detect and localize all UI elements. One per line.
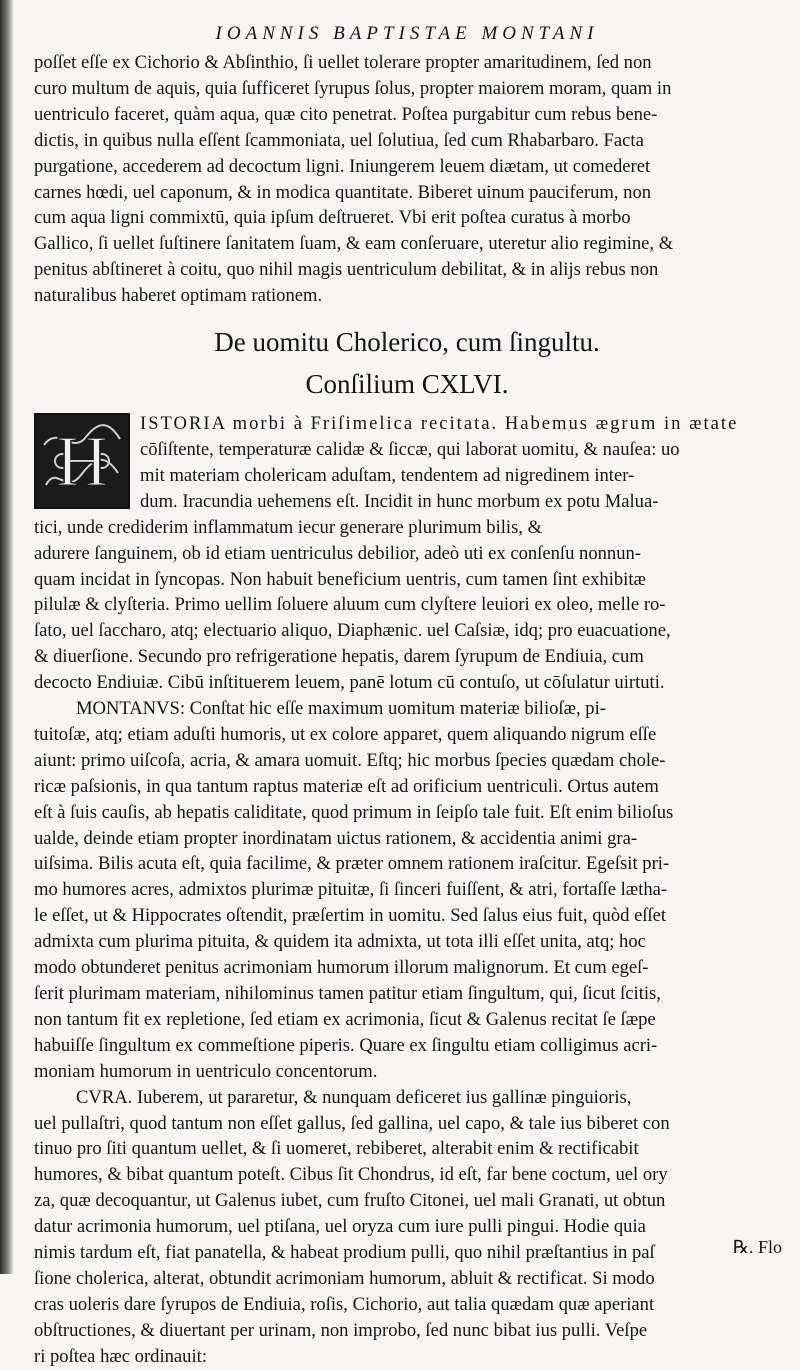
text-line: obſtructiones, & diuertant per urinam, non improbo, ſed nunc bibat ius pulli. Veſpe <box>34 1319 648 1341</box>
text-line: dictis, in quibus nulla eſſent ſcammoniata, uel ſolutiua, ſed cum Rhabarbaro. Facta <box>34 129 644 151</box>
text-line: penitus abſtineret à coitu, quo nihil magis uentriculum debilitat, & in alijs rebus non <box>34 259 659 281</box>
text-line: ISTORIA morbi à Friſimelica recitata. Habemus ægrum in ætate <box>140 413 739 435</box>
text-line: & diuerſione. Secundo pro refrigeratione hepatis, darem ſyrupum de Endiuia, cum <box>34 646 644 668</box>
section-title: De uomitu Cholerico, cum ſingultu. <box>214 327 600 358</box>
text-line: non tantum fit ex repletione, ſed etiam ex acrimonia, ſicut & Galenus recitat ſe ſæpe <box>34 1008 656 1030</box>
text-line: tinuo pro ſiti quantum uellet, & ſi uomeret, rebiberet, alterabit enim & rectificabit <box>34 1138 639 1160</box>
text-line: tuitoſæ, atq; etiam aduſti humoris, ut ex colore apparet, quem aliquando nigrum eſſe <box>34 723 657 745</box>
text-line: ſione cholerica, alterat, obtundit acrimoniam humorum, abluit & rectificat. Si modo <box>34 1267 655 1289</box>
historia-block <box>34 411 780 515</box>
text-line: humores, & bibat quantum poteſt. Cibus ſit Chondrus, id eſt, far bene coctum, uel ory <box>34 1164 668 1186</box>
text-line: CVRA. Iuberem, ut pararetur, & nunquam deficeret ius gallinæ pinguioris, <box>76 1086 632 1108</box>
text-line: ricæ paſsionis, in qua tantum raptus materiæ eſt ad orificium uentriculi. Ortus autem <box>34 775 659 797</box>
text-line: MONTANVS: Conſtat hic eſſe maximum uomitum materiæ bilioſæ, pi- <box>76 698 606 720</box>
text-line: dum. Iracundia uehemens eſt. Incidit in hunc morbum ex potu Malua- <box>140 490 659 512</box>
cura-paragraph <box>34 1085 780 1370</box>
running-header: IOANNIS BAPTISTAE MONTANI <box>215 23 599 44</box>
text-line: tici, unde crediderim inflammatum iecur generare plurimum bilis, & <box>34 516 543 538</box>
decorated-initial-h-icon <box>34 413 130 509</box>
text-line: carnes hœdi, uel caponum, & in modica quantitate. Biberet uinum pauciferum, non <box>34 181 652 203</box>
consilium-title: Conſilium CXLVI. <box>305 369 509 400</box>
text-line: cōſiſtente, temperaturæ calidæ & ſiccæ, qui laborat uomitu, & nauſea: uo <box>140 438 680 460</box>
text-line: eſt à ſuis cauſis, ab hepatis caliditate, quod primum in ſeipſo tale fuit. Eſt enim bilioſus <box>34 801 674 823</box>
text-line: quam incidat in ſyncopas. Non habuit beneficium uentris, cum tamen ſint exhibitæ <box>34 568 646 590</box>
text-line: le eſſet, ut & Hippocrates oſtendit, præſertim in uomitu. Sed ſalus eius fuit, quòd eſſet <box>34 905 667 927</box>
historia-intro <box>34 411 780 515</box>
text-line: nimis tardum eſt, fiat panatella, & habeat prodium pulli, quo nihil præſtantius in paſ <box>34 1242 655 1264</box>
text-line: Gallico, ſi uellet ſuſtinere ſanitatem ſuam, & eam conſeruare, uteretur alio regimine, & <box>34 233 674 255</box>
text-line: datur acrimonia humorum, uel ptiſana, uel oryza cum iure pulli pingui. Hodie quia <box>34 1216 646 1238</box>
text-line: ſato, uel ſaccharo, atq; electuario aliquo, Diaphænic. uel Caſsiæ, idq; pro euacuatione, <box>34 620 671 642</box>
text-line: habuiſſe ſingultum ex commeſtione piperis. Quare ex ſingultu etiam colligimus acri- <box>34 1034 658 1056</box>
text-line: za, quæ decoquantur, ut Galenus iubet, cum fruſto Citonei, uel mali Granati, ut obtun <box>34 1190 666 1212</box>
text-line: purgatione, accederem ad decoctum ligni. Iniungerem leuem diætam, ut comederet <box>34 155 651 177</box>
text-line: aiunt: primo uiſcoſa, acria, & amara uomuit. Eſtq; hic morbus ſpecies quædam chole- <box>34 749 666 771</box>
catchword: ℞. Flo <box>732 1237 782 1257</box>
text-line: mit materiam cholericam aduſtam, tendentem ad nigredinem inter- <box>140 464 635 486</box>
text-line: adurere ſanguinem, ob id etiam uentriculus debilior, adeò uti ex conſenſu nonnun- <box>34 542 641 564</box>
text-line: poſſet eſſe ex Cichorio & Abſinthio, ſi uellet tolerare propter amaritudinem, ſed non <box>34 52 652 73</box>
text-line: modo obtunderet penitus acrimoniam humorum illorum malignorum. Et cum egeſ- <box>34 957 649 979</box>
text-line: uentriculo faceret, quàm aqua, quæ cito penetrat. Poſtea purgabitur cum rebus bene- <box>34 103 658 125</box>
text-line: mo humores acres, admixtos plurimæ pituitæ, ſi ſinceri fuiſſent, & atri, fortaſſe lætha- <box>34 879 668 901</box>
text-line: uel pullaſtri, quod tantum non eſſet gallus, ſed gallina, uel capo, & tale ius biberet con <box>34 1112 670 1134</box>
text-line: decocto Endiuiæ. Cibū inſtituerem leuem, panē lotum cū contuſo, ut cōſulatur uirtuti. <box>34 672 665 694</box>
text-line: uiſsima. Bilis acuta eſt, quia facilime, & præter omnem rationem iraſcitur. Egeſsit pri- <box>34 853 670 875</box>
text-line: pilulæ & clyſteria. Primo uellim ſoluere aluum cum clyſtere leuiori ex oleo, melle ro- <box>34 594 666 616</box>
text-line: ri poſtea hæc ordinauit: <box>34 1345 207 1367</box>
montanus-paragraph <box>34 696 780 1085</box>
text-line: ualde, deinde etiam propter inordinatam uictus rationem, & accidentia animi gra- <box>34 827 638 849</box>
text-line: ſerit plurimam materiam, nihilominus tamen patitur etiam ſingultum, qui, ſicut ſcitis, <box>34 983 661 1004</box>
text-line: cras uoleris dare ſyrupos de Endiuia, roſis, Cichorio, aut talia quædam quæ aperiant <box>34 1293 655 1315</box>
text-line: curo multum de aquis, quia ſufficeret ſyrupus ſolus, propter maiorem moram, quam in <box>34 77 672 99</box>
text-line: cum aqua ligni commixtū, quia ipſum deſtrueret. Vbi erit poſtea curatus à morbo <box>34 207 631 229</box>
drop-cap-letter: H <box>56 421 108 502</box>
text-line: admixta cum plurima pituita, & quidem ita admixta, ut tota illi eſſet unita, atq; hoc <box>34 931 646 953</box>
top-paragraph <box>34 50 780 309</box>
historia-rest <box>34 515 780 696</box>
text-line: naturalibus haberet optimam rationem. <box>34 285 323 307</box>
text-line: moniam humorum in uentriculo concentorum. <box>34 1060 378 1082</box>
